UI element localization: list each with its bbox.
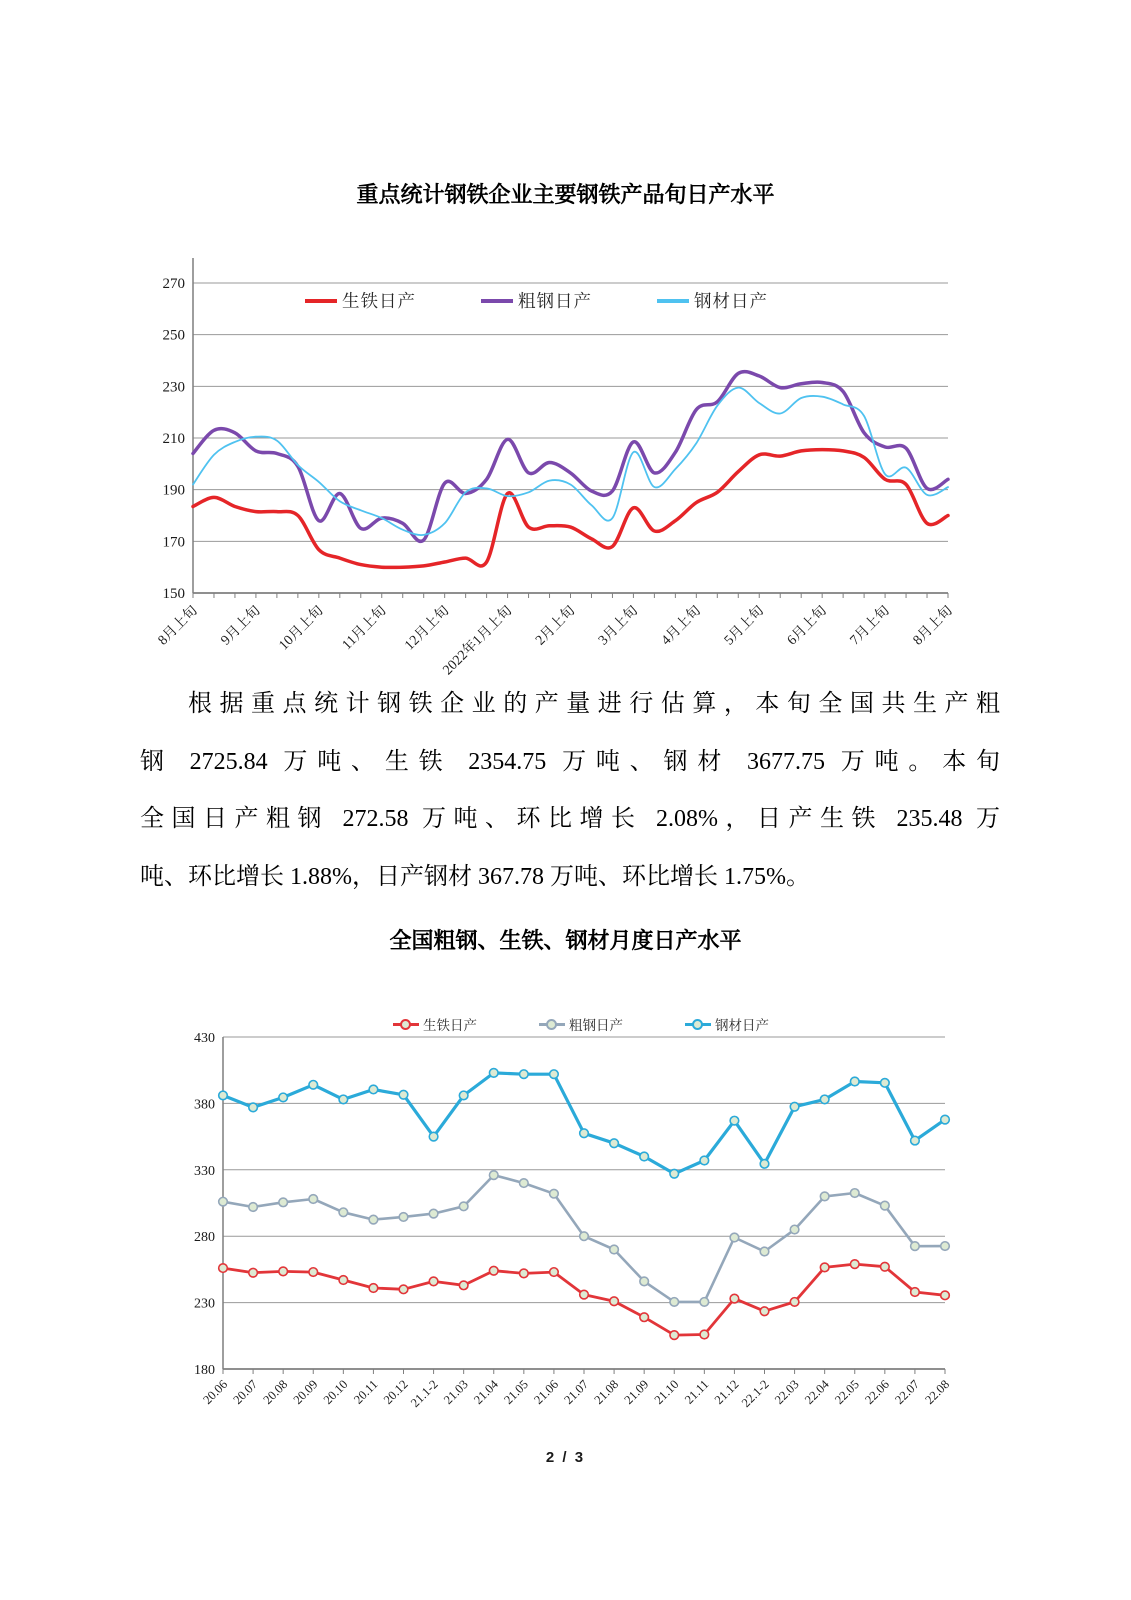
svg-text:10月上旬: 10月上旬 xyxy=(276,603,327,654)
svg-text:20.12: 20.12 xyxy=(380,1377,411,1408)
svg-text:22.04: 22.04 xyxy=(802,1377,832,1408)
svg-text:20.07: 20.07 xyxy=(230,1377,261,1408)
svg-text:230: 230 xyxy=(194,1296,215,1312)
svg-text:3月上旬: 3月上旬 xyxy=(595,603,642,649)
svg-text:20.11: 20.11 xyxy=(351,1377,381,1407)
svg-text:21.08: 21.08 xyxy=(591,1377,622,1408)
svg-text:20.09: 20.09 xyxy=(290,1377,321,1408)
legend-item-crude-steel xyxy=(481,288,592,313)
svg-text:21.1-2: 21.1-2 xyxy=(407,1377,441,1410)
svg-text:180: 180 xyxy=(194,1363,215,1378)
legend-label: 钢材日产 xyxy=(694,291,768,311)
legend-label: 生铁日产 xyxy=(423,1018,477,1033)
svg-text:11月上旬: 11月上旬 xyxy=(339,603,390,654)
svg-text:22.07: 22.07 xyxy=(892,1377,923,1408)
svg-text:7月上旬: 7月上旬 xyxy=(847,603,893,649)
chart1-legend xyxy=(305,288,768,313)
svg-text:2月上旬: 2月上旬 xyxy=(533,603,579,649)
legend-item-pig-iron xyxy=(305,288,416,313)
steel-products-line-swatch xyxy=(657,299,689,303)
body-paragraph-line: 全国日产粗钢 272.58 万吨、环比增长 2.08%，日产生铁 235.48 万 xyxy=(140,806,1000,832)
body-paragraph xyxy=(140,676,1000,906)
svg-text:12月上旬: 12月上旬 xyxy=(402,603,453,654)
svg-text:8月上旬: 8月上旬 xyxy=(910,603,956,649)
svg-text:230: 230 xyxy=(162,379,185,396)
chart-monthly-production xyxy=(140,1008,1000,1428)
svg-text:5月上旬: 5月上旬 xyxy=(721,603,768,649)
legend-label: 钢材日产 xyxy=(715,1018,769,1033)
svg-text:22.08: 22.08 xyxy=(922,1377,953,1408)
svg-text:2022年1月上旬: 2022年1月上旬 xyxy=(440,603,516,679)
svg-text:21.05: 21.05 xyxy=(501,1377,531,1408)
svg-text:170: 170 xyxy=(162,534,185,551)
svg-text:21.12: 21.12 xyxy=(711,1377,742,1408)
svg-text:190: 190 xyxy=(162,482,185,499)
svg-text:20.06: 20.06 xyxy=(200,1377,231,1408)
svg-text:8月上旬: 8月上旬 xyxy=(155,603,201,649)
svg-text:22.1-2: 22.1-2 xyxy=(738,1377,772,1410)
svg-text:21.06: 21.06 xyxy=(531,1377,562,1408)
svg-text:21.11: 21.11 xyxy=(681,1377,712,1407)
svg-text:270: 270 xyxy=(162,276,185,292)
svg-text:21.09: 21.09 xyxy=(621,1377,652,1408)
legend-label: 粗钢日产 xyxy=(518,291,592,311)
legend-label: 粗钢日产 xyxy=(569,1018,623,1033)
svg-text:21.03: 21.03 xyxy=(441,1377,471,1408)
svg-text:6月上旬: 6月上旬 xyxy=(784,603,830,649)
tenday-production-chart-canvas xyxy=(140,246,970,706)
svg-text:22.05: 22.05 xyxy=(832,1377,862,1408)
svg-text:280: 280 xyxy=(194,1230,215,1246)
svg-text:330: 330 xyxy=(194,1163,215,1179)
svg-text:380: 380 xyxy=(194,1097,215,1113)
svg-text:21.04: 21.04 xyxy=(471,1377,501,1408)
svg-text:9月上旬: 9月上旬 xyxy=(218,603,264,649)
svg-text:20.08: 20.08 xyxy=(260,1377,291,1408)
legend-item-steel-products xyxy=(657,288,768,313)
svg-text:22.06: 22.06 xyxy=(862,1377,892,1408)
pig-iron-line-swatch xyxy=(305,299,337,303)
svg-text:20.10: 20.10 xyxy=(320,1377,351,1408)
monthly-production-chart-canvas xyxy=(140,1008,1000,1428)
page-number: 2 / 3 xyxy=(545,1449,586,1466)
chart2-title: 全国粗钢、生铁、钢材月度日产水平 xyxy=(389,928,742,953)
svg-text:4月上旬: 4月上旬 xyxy=(658,603,705,649)
chart-tenday-production xyxy=(140,246,970,706)
svg-text:150: 150 xyxy=(162,586,185,602)
crude-steel-line-swatch xyxy=(481,299,513,303)
chart1-title: 重点统计钢铁企业主要钢铁产品旬日产水平 xyxy=(356,182,775,207)
svg-text:21.10: 21.10 xyxy=(651,1377,682,1408)
svg-text:250: 250 xyxy=(162,327,185,344)
svg-text:430: 430 xyxy=(194,1031,215,1046)
legend-label: 生铁日产 xyxy=(342,291,416,311)
svg-text:21.07: 21.07 xyxy=(561,1377,592,1408)
body-paragraph-line: 钢 2725.84 万吨、生铁 2354.75 万吨、钢材 3677.75 万吨。本旬 xyxy=(140,748,1000,775)
svg-text:22.03: 22.03 xyxy=(771,1377,802,1408)
body-paragraph-line: 根据重点统计钢铁企业的产量进行估算，本旬全国共生产粗 xyxy=(188,691,1000,717)
svg-text:210: 210 xyxy=(162,431,185,447)
body-paragraph-line: 吨、环比增长 1.88%，日产钢材 367.78 万吨、环比增长 1.75%。 xyxy=(140,863,810,890)
